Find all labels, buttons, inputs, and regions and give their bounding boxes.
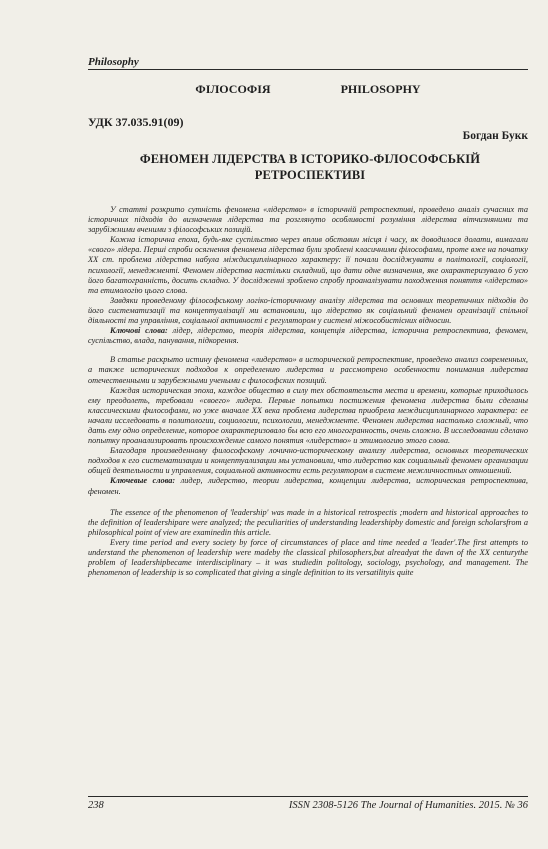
section-heading-ukr: ФІЛОСОФІЯ (195, 82, 271, 96)
page-number: 238 (88, 800, 104, 811)
journal-citation: ISSN 2308-5126 The Journal of Humanities. 2015. № 36 (288, 800, 528, 811)
abstract-en-paragraph: The essence of the phenomenon of 'leadership' was made in a historical retrospectis ;modern and historical approaches to the definition of leadershipare were analyzed; the peculiarities of understanding leadershipby domestic and foreign scholarsfrom a philosophical point of view are examinedin this article. (88, 507, 528, 537)
article-body (88, 205, 528, 578)
section-heading (88, 82, 528, 97)
abstract-ua-paragraph: У статті розкрито сутність феномена «лідерство» в історичній ретроспективі, проведено аналіз сучасних та історичних підходів до визначення лідерства та розглянуто особливості розуміння лідерства вітчизняними та зарубіжними вченими з філософських позицій. (88, 205, 528, 235)
abstract-ua-paragraph: Кожна історична епоха, будь-яке суспільство через вплив обставин місця і часу, як доводилося долати, вимагали «свого» лідера. Перші спроби осягнення феномена лідерства були зроблені класичними філософами, проте вже на початку XX ст. проблема лідерства набула міждисциплінарного характеру: її почали досліджувати в політології, соціології, психології, менеджменті. Феномен лідерства настільки складний, що дати одне визначення, яке охарактеризувало б усю його багатогранність, досить складно. У дослідженні зроблено спробу проаналізувати походження поняття «лідерство» та етимологію цього слова. (88, 235, 528, 295)
abstract-ru-paragraph: Каждая историческая эпоха, каждое общество в силу тех обстоятельств места и времени, которые приходилось ему преодолеть, требовали «своего» лидера. Первые попытки постижения феномена лидерства были сделаны классическими философами, но уже вначале XX века проблема лидерства приобрела междисциплинарного характера: ее начали исследовать в политологии, социологии, психологии, менеджменте. Феномен лидерства настолько сложный, что дать ему одно определение, которое охарактеризовало бы всю его многогранность, очень сложно. В исследовании сделано попытку проанализировать происхождение самого понятия «лидерство» и этимологию этого слова. (88, 385, 528, 446)
author-name: Богдан Букк (462, 130, 528, 142)
running-head: Philosophy (88, 56, 528, 70)
article-title: ФЕНОМЕН ЛІДЕРСТВА В ІСТОРИКО-ФІЛОСОФСЬКІЙ РЕТРОСПЕКТИВІ (139, 152, 481, 182)
abstract-ru-paragraph: Благодаря произведенному философскому лочично-историческому анализу лидерства, основных теоретических подходов к его систематизации и концептуализации мы установили, что лидерство как социальный феномен организации общей деятельности и управления, социальной активности есть регулятором в системе межличностных отношений. (88, 446, 528, 476)
abstract-ua-paragraph: Завдяки проведеному філософському логіко-історичному аналізу лідерства та основних теоретичних підходів до його систематизації та концептуалізації ми встановили, що лідерство як соціальний феномен організації спільної діяльності та управління, соціальної активності є регулятором у системі міжособистісних відносин. (88, 295, 528, 326)
keywords-ru-text: лидер, лидерство, теории лидерства, концепции лидерства, историческая ретроспектива, феномен. (88, 476, 528, 496)
keywords-ru-label: Ключевые слова: (110, 476, 176, 486)
page-footer (88, 796, 528, 811)
abstract-ru-paragraph: В статье раскрыто истину феномена «лидерство» в исторической ретроспективе, проведено анализ современных, а также исторических подходов к определению лидерства и рассмотрено особенности понимания лидерства отечественными и зарубежными учеными с философских позиций. (88, 355, 528, 385)
keywords-ua (88, 326, 528, 346)
keywords-ua-text: лідер, лідерство, теорія лідерства, концепція лідерства, історична ретроспектива, феномен, суспільство, влада, панування, підкорення. (88, 326, 529, 346)
keywords-ru (88, 476, 528, 496)
udc-code: УДК 37.035.91(09) (88, 115, 184, 129)
section-heading-eng: PHILOSOPHY (340, 82, 421, 96)
abstract-en-paragraph: Every time period and every society by force of circumstances of place and time needed a 'leader'.The first attempts to understand the phenomenon of leadership were madeby the classical philosophers,but alreadyat the dawn of the XX centurythe problem of leadershipbecame interdisciplinary – it was studiedin politology, sociology, psychology, and management. The phenomenon of leadership is so complicated that giving a single definition to its versatilityis quite (88, 537, 528, 578)
keywords-ua-label: Ключові слова: (110, 326, 168, 336)
